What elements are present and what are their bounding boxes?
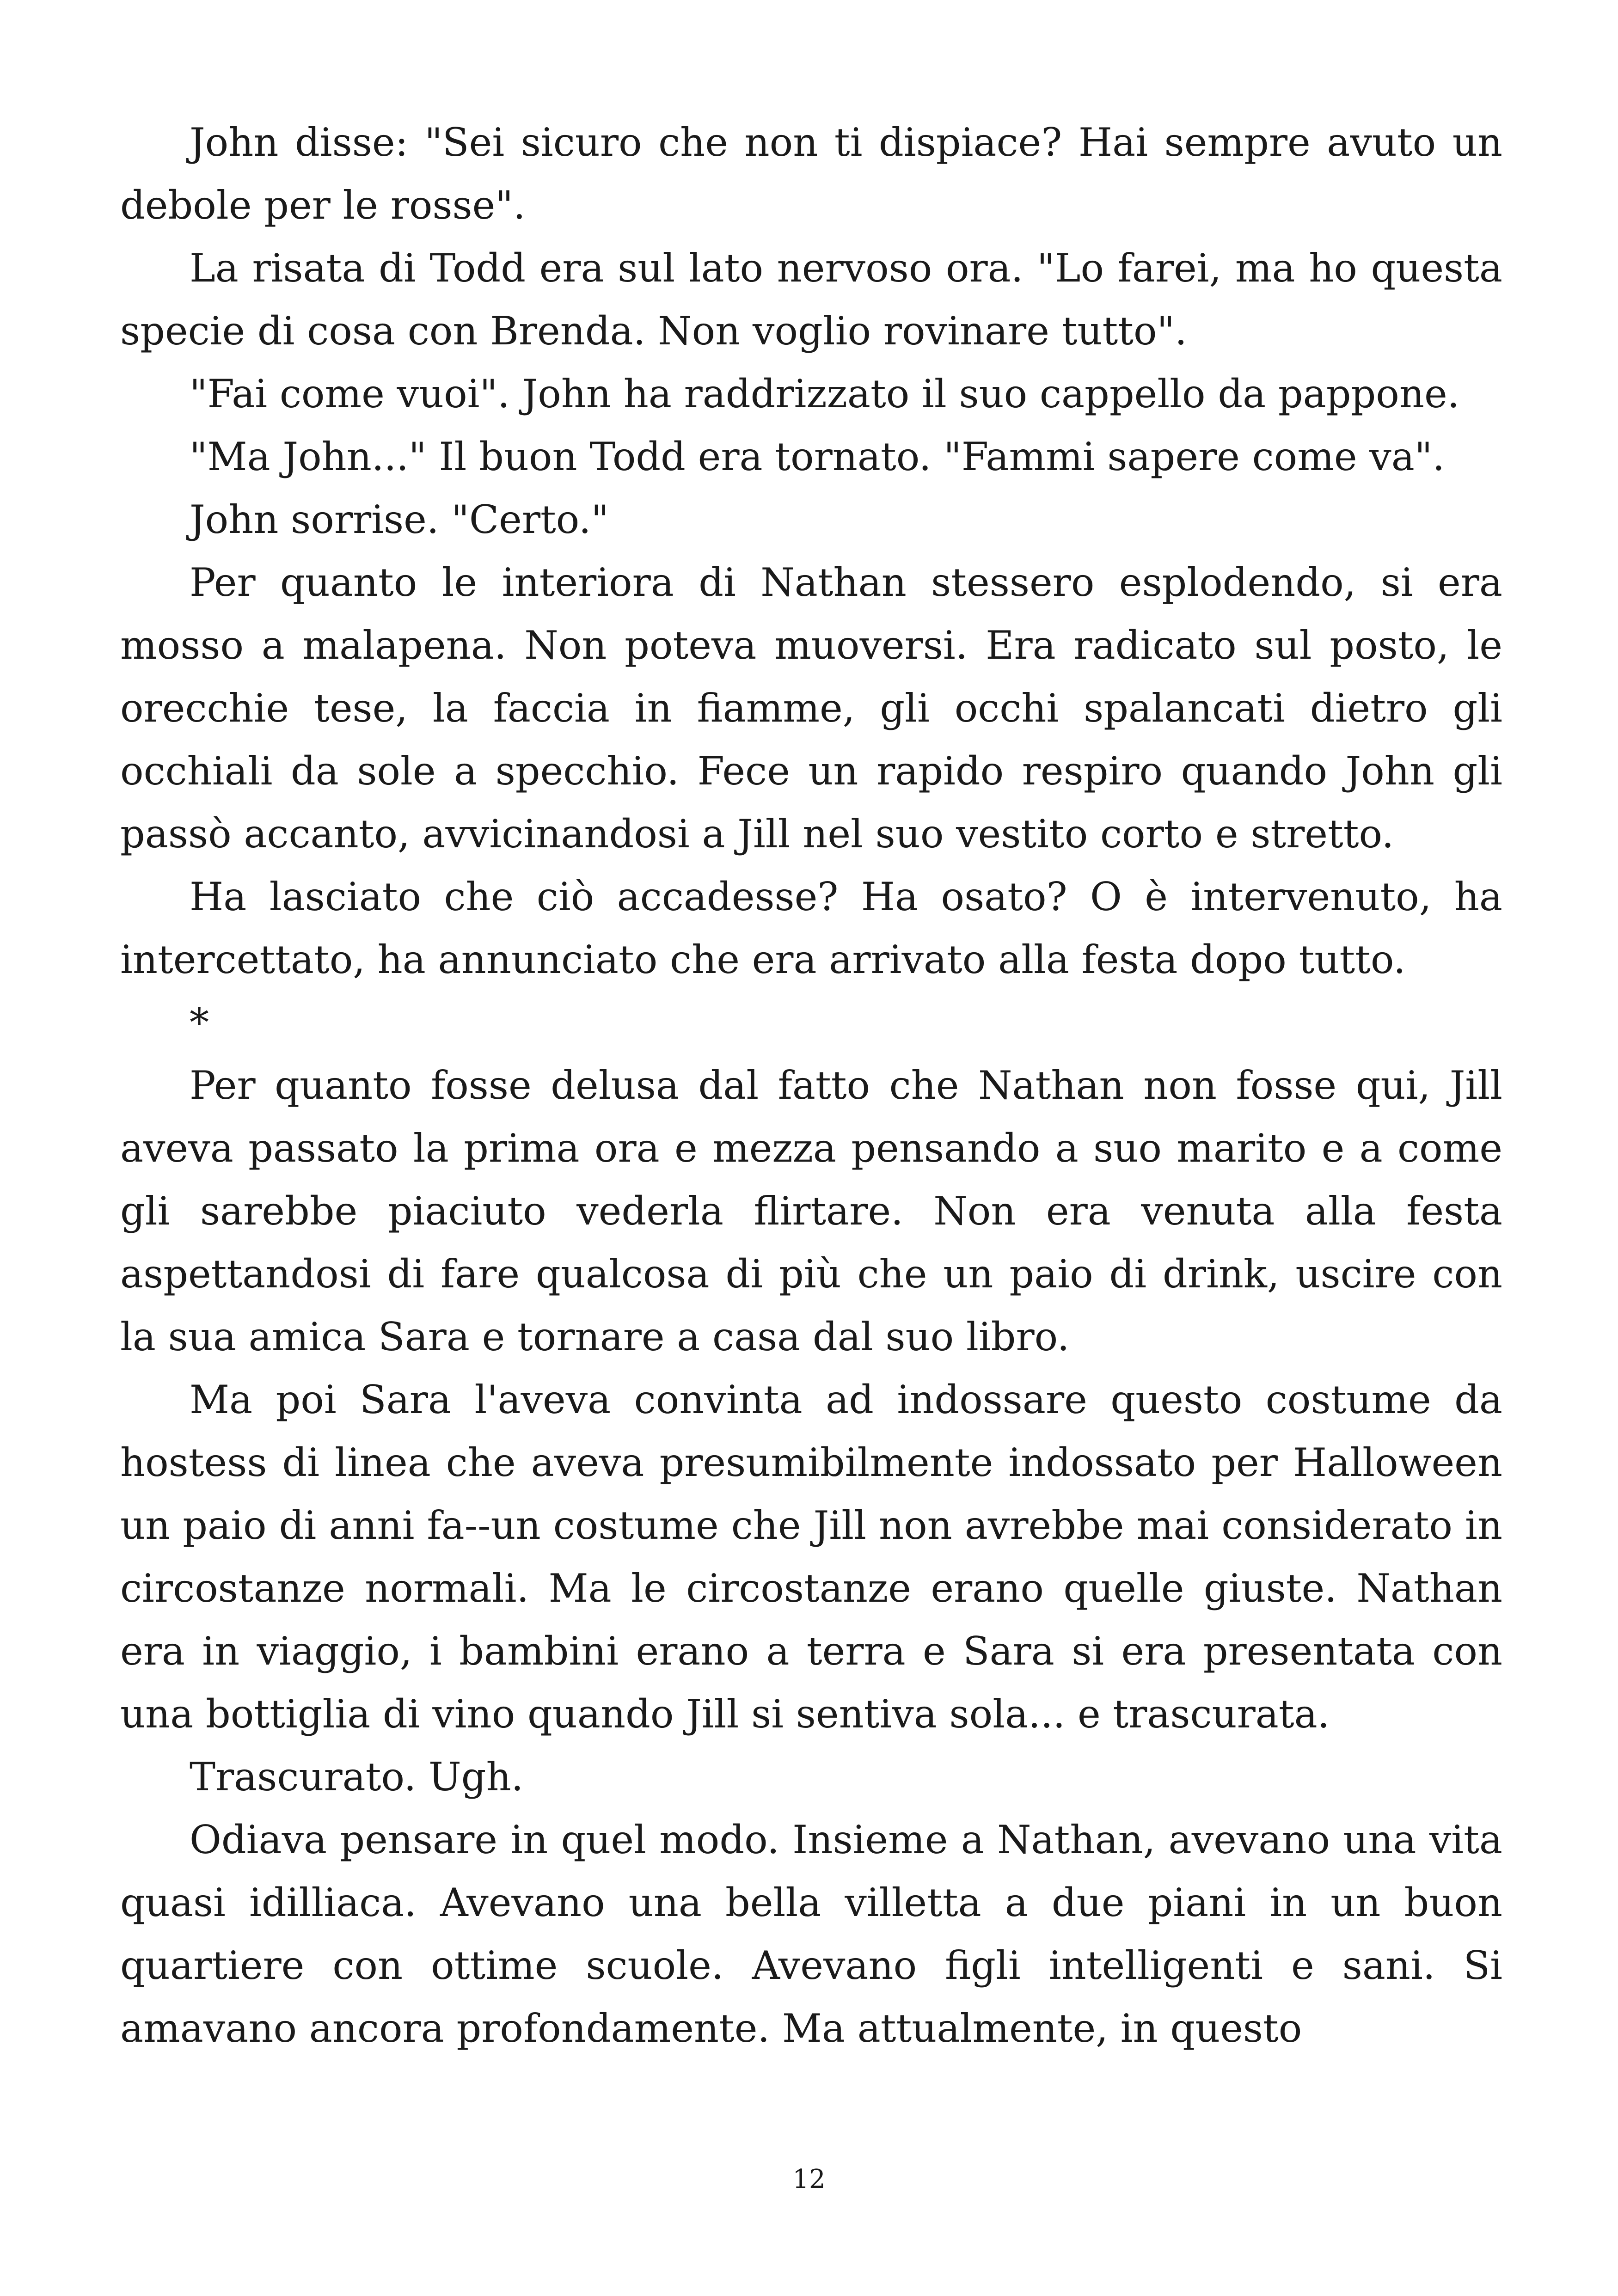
paragraph: Odiava pensare in quel modo. Insieme a Nathan, avevano una vita quasi idilliaca. Avevano una bella villetta a due piani in un buon quartiere con ottime scuole. Avevano figli intelligenti e sani. Si amavano ancora profondamente. Ma attualmente, in questo: [120, 1817, 1502, 2051]
paragraph: "Fai come vuoi". John ha raddrizzato il suo cappello da pappone.: [190, 371, 1460, 416]
paragraph: Ha lasciato che ciò accadesse? Ha osato? O è intervenuto, ha intercettato, ha annunciato che era arrivato alla festa dopo tutto.: [120, 874, 1502, 982]
paragraph: Ma poi Sara l'aveva convinta ad indossare questo costume da hostess di linea che aveva presumibilmente indossato per Halloween un paio di anni fa--un costume che Jill non avrebbe mai considerato in circostanze normali. Ma le circostanze erano quelle giuste. Nathan era in viaggio, i bambini erano a terra e Sara si era presentata con una bottiglia di vino quando Jill si sentiva sola... e trascurata.: [120, 1377, 1502, 1737]
page-number: 12: [792, 2164, 826, 2194]
paragraph: Per quanto fosse delusa dal fatto che Nathan non fosse qui, Jill aveva passato la prima ora e mezza pensando a suo marito e a come gli sarebbe piaciuto vederla flirtare. Non era venuta alla festa aspettandosi di fare qualcosa di più che un paio di drink, uscire con la sua amica Sara e tornare a casa dal suo libro.: [120, 1063, 1502, 1359]
scene-break: *: [190, 1000, 209, 1045]
paragraph: Per quanto le interiora di Nathan stessero esplodendo, si era mosso a malapena. Non poteva muoversi. Era radicato sul posto, le orecchie tese, la faccia in fiamme, gli occhi spalancati dietro gli occhiali da sole a specchio. Fece un rapido respiro quando John gli passò accanto, avvicinandosi a Jill nel suo vestito corto e stretto.: [120, 560, 1502, 857]
paragraph: John disse: "Sei sicuro che non ti dispiace? Hai sempre avuto un debole per le rosse".: [120, 120, 1502, 228]
paragraph: John sorrise. "Certo.": [190, 497, 609, 542]
page-body: [120, 111, 1502, 2060]
paragraph: Trascurato. Ugh.: [190, 1754, 524, 1800]
paragraph: "Ma John..." Il buon Todd era tornato. "Fammi sapere come va".: [190, 434, 1445, 479]
paragraph: La risata di Todd era sul lato nervoso ora. "Lo farei, ma ho questa specie di cosa con Brenda. Non voglio rovinare tutto".: [120, 245, 1502, 354]
